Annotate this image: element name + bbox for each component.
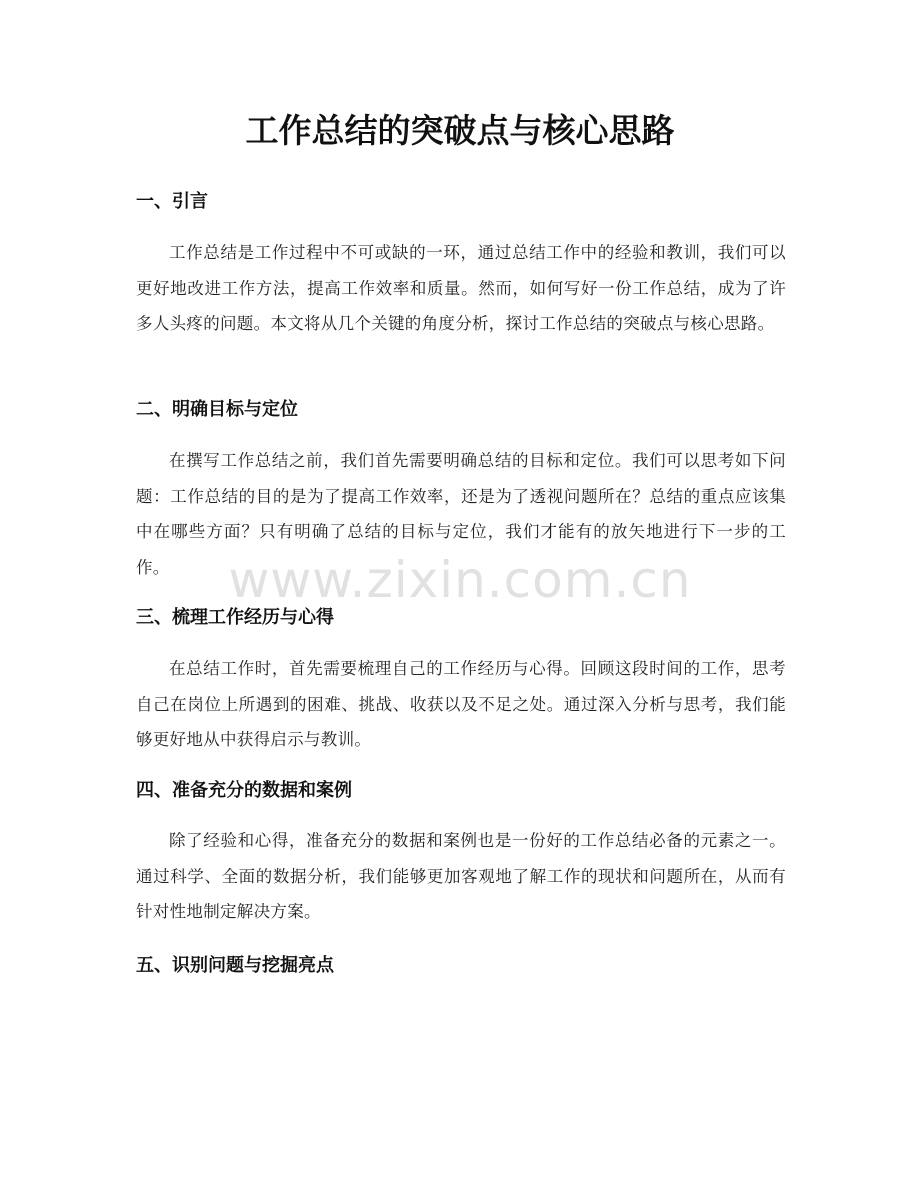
section-heading-goals: 二、明确目标与定位 [136,399,298,420]
section-heading-intro: 一、引言 [136,191,208,212]
section-body-data: 除了经验和心得，准备充分的数据和案例也是一份好的工作总结必备的元素之一。通过科学、全面的数据分析，我们能够更加客观地了解工作的现状和问题所在，从而有针对性地制定解决方案。 [136,831,786,921]
section-body-goals: 在撰写工作总结之前，我们首先需要明确总结的目标和定位。我们可以思考如下问题：工作总结的目的是为了提高工作效率，还是为了透视问题所在？总结的重点应该集中在哪些方面？只有明确了总结的目标与定位，我们才能有的放矢地进行下一步的工作。 [136,451,786,577]
section-heading-issues: 五、识别问题与挖掘亮点 [136,955,334,976]
document-title: 工作总结的突破点与核心思路 [245,111,675,150]
section-body-experience: 在总结工作时，首先需要梳理自己的工作经历与心得。回顾这段时间的工作，思考自己在岗位上所遇到的困难、挑战、收获以及不足之处。通过深入分析与思考，我们能够更好地从中获得启示与教训。 [136,659,786,749]
watermark: www.zixin.com.cn [228,551,692,609]
section-heading-data: 四、准备充分的数据和案例 [136,780,352,801]
section-heading-experience: 三、梳理工作经历与心得 [136,607,334,628]
section-body-intro: 工作总结是工作过程中不可或缺的一环，通过总结工作中的经验和教训，我们可以更好地改进工作方法，提高工作效率和质量。然而，如何写好一份工作总结，成为了许多人头疼的问题。本文将从几个关键的角度分析，探讨工作总结的突破点与核心思路。 [136,243,786,333]
